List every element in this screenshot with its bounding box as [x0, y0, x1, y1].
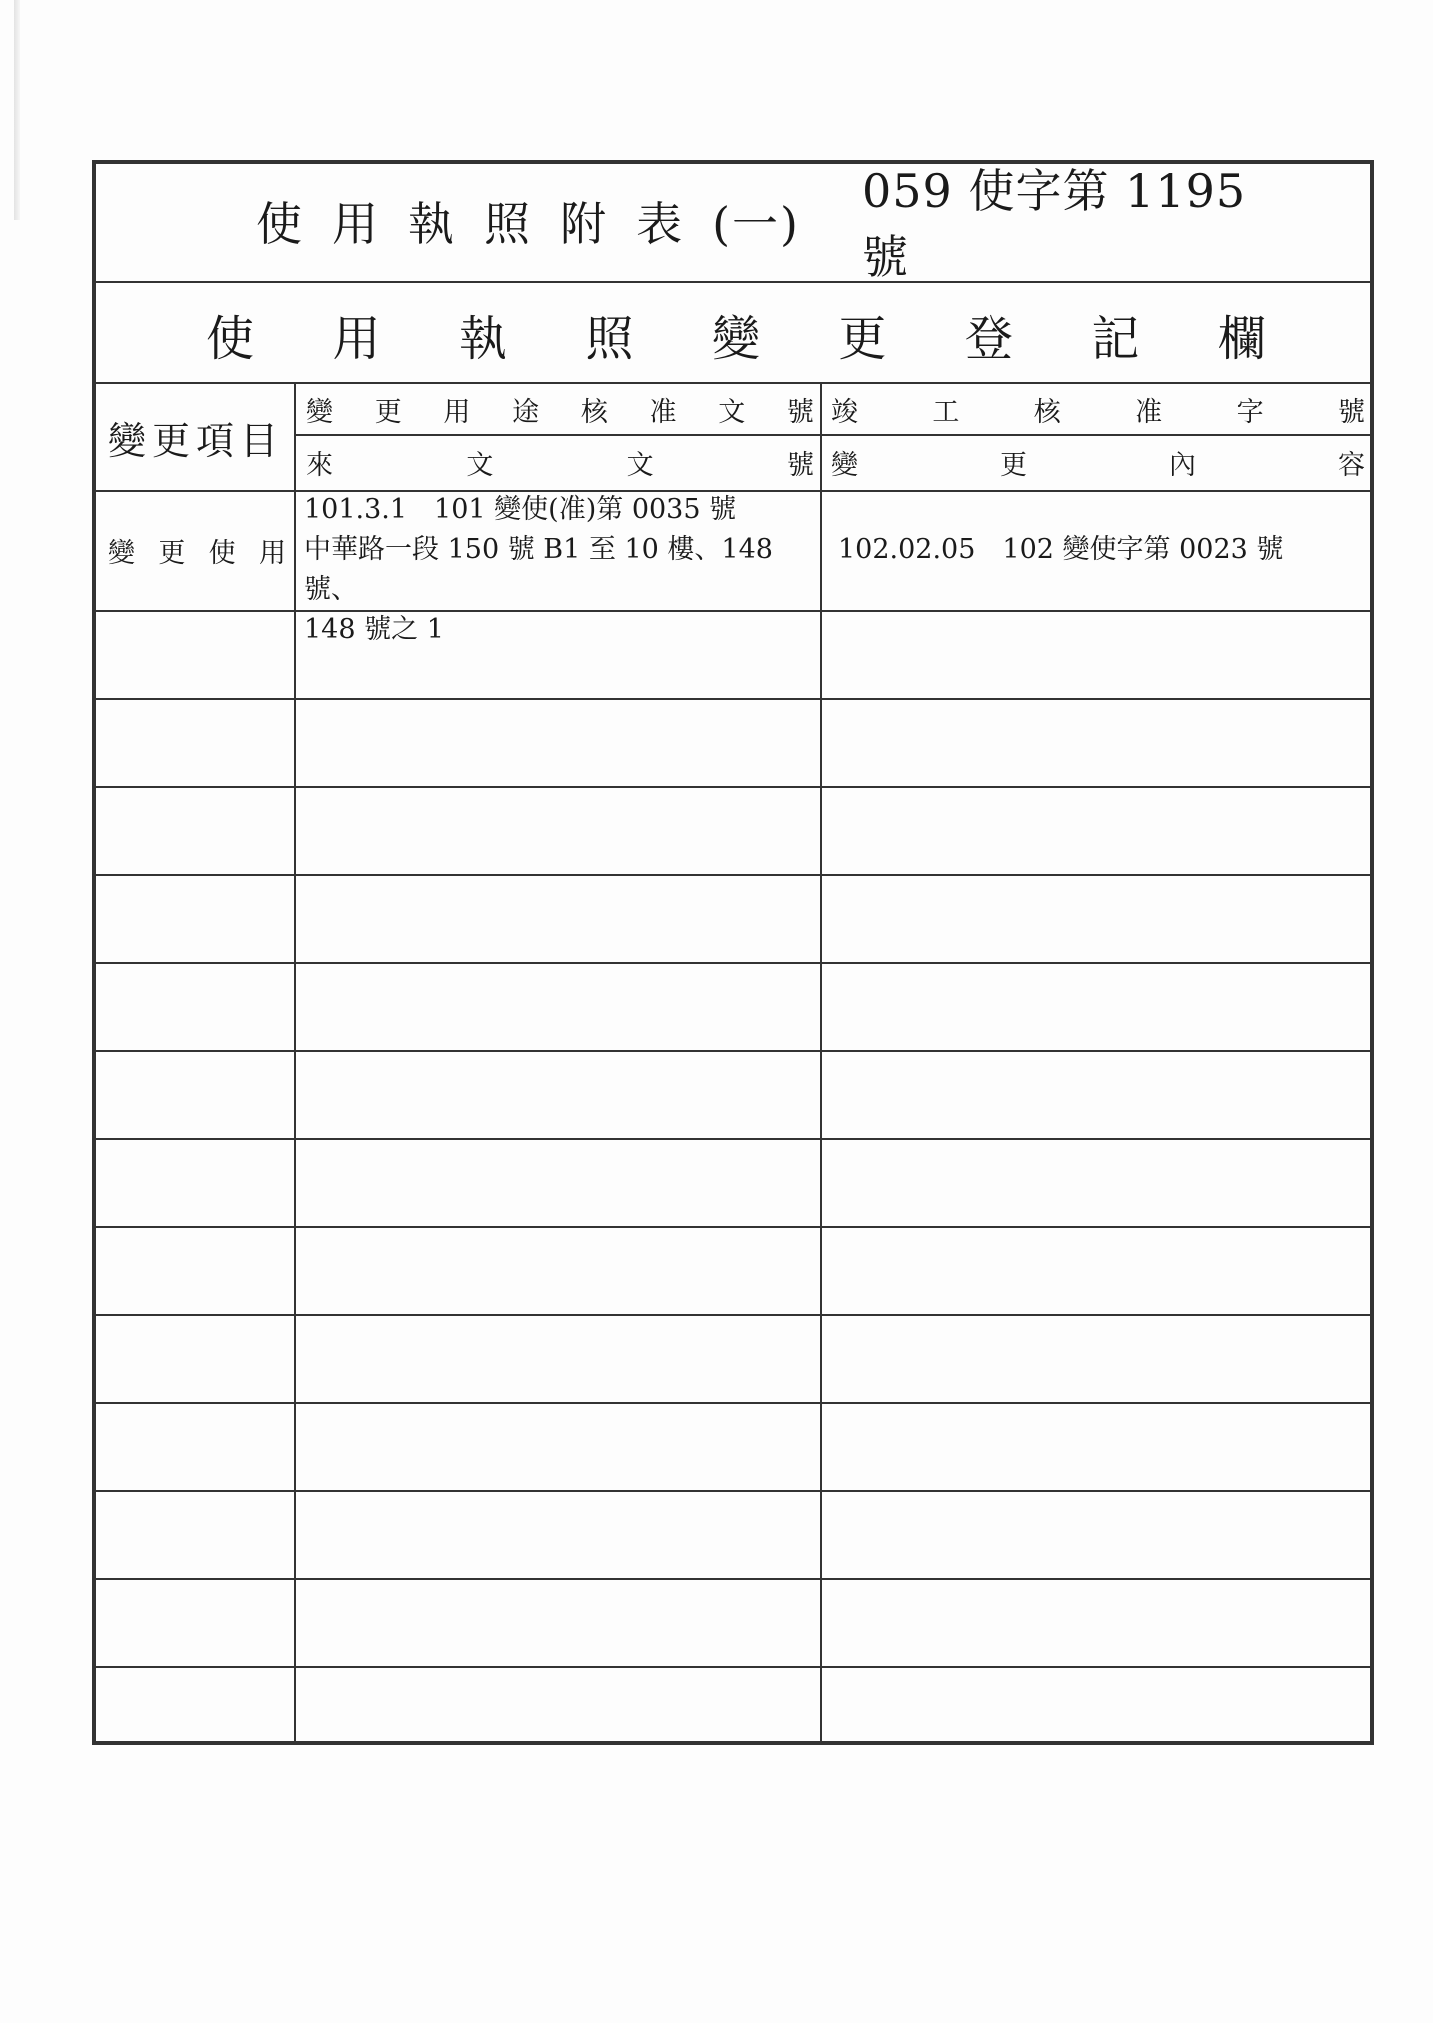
row1-change-content: 102.02.05 102 變使字第 0023 號 [838, 534, 1284, 565]
header-char: 用 [443, 396, 471, 428]
col-header-change-item [108, 384, 278, 490]
header-char: 容 [1338, 449, 1365, 481]
col-header-incoming-doc-no [306, 437, 814, 487]
row-line [96, 1490, 1374, 1492]
row-line [96, 1050, 1374, 1052]
row-line [96, 1666, 1374, 1668]
section-title-char: 更 [838, 310, 887, 367]
title-char: 用 [332, 197, 381, 251]
header-char: 變 [831, 449, 858, 481]
section-title [206, 286, 1266, 382]
header-char: 變 [306, 396, 333, 428]
item-char: 用 [258, 537, 286, 569]
form-title [256, 164, 1296, 284]
usage-permit-attachment-form [92, 160, 1374, 1745]
header-char: 項 [195, 418, 234, 463]
row1-left-line3: 148 號之 1 [304, 614, 444, 645]
header-char: 變 [108, 418, 147, 463]
divider-title [96, 281, 1374, 283]
section-title-char: 照 [585, 310, 634, 367]
row-line [96, 962, 1374, 964]
col-header-change-content [831, 437, 1365, 487]
row-line [96, 1578, 1374, 1580]
permit-number: 059 使字第 1195 號 [862, 164, 1247, 284]
row1-left-line2: 中華路一段 150 號 B1 至 10 樓、148 號、 [304, 534, 773, 605]
header-char: 更 [374, 396, 402, 428]
section-title-char: 執 [458, 310, 507, 367]
section-title-char: 欄 [1217, 310, 1266, 367]
row1-change-item [108, 492, 286, 608]
header-char: 核 [580, 396, 608, 428]
header-char: 竣 [831, 396, 858, 428]
row-line [96, 786, 1374, 788]
row1-incoming-doc [304, 490, 824, 650]
title-char: 照 [484, 197, 533, 251]
header-char: 目 [239, 418, 278, 463]
header-char: 文 [466, 449, 494, 481]
row-line [96, 610, 1374, 612]
header-char: 工 [932, 396, 960, 428]
row-line [96, 1402, 1374, 1404]
header-char: 准 [649, 396, 677, 428]
title-char: 執 [408, 197, 457, 251]
header-char: 字 [1236, 396, 1264, 428]
header-char: 核 [1033, 396, 1061, 428]
header-char: 來 [306, 449, 333, 481]
row-line [96, 698, 1374, 700]
header-char: 內 [1169, 449, 1196, 481]
title-char: 附 [560, 197, 609, 251]
row-line [96, 874, 1374, 876]
title-char: (一) [712, 197, 800, 251]
title-left [256, 188, 800, 254]
section-title-char: 用 [332, 310, 381, 367]
col-line-1 [294, 382, 296, 1745]
row-line [96, 1226, 1374, 1228]
header-char: 號 [1337, 396, 1365, 428]
col-header-completion-approval-no [831, 386, 1365, 432]
header-char: 文 [626, 449, 654, 481]
row1-left-line1: 101.3.1 101 變使(准)第 0035 號 [304, 494, 737, 525]
item-char: 更 [158, 537, 186, 569]
header-char: 准 [1135, 396, 1163, 428]
section-title-char: 登 [964, 310, 1013, 367]
header-char: 號 [786, 396, 814, 428]
title-char: 使 [256, 197, 304, 251]
header-char: 號 [786, 449, 814, 481]
divider-section [96, 382, 1374, 384]
item-char: 使 [208, 537, 236, 569]
scan-edge-shadow [14, 0, 20, 220]
row-line [96, 1314, 1374, 1316]
header-char: 更 [1000, 449, 1027, 481]
col-header-change-use-approval-no [306, 386, 814, 432]
title-char: 表 [636, 197, 685, 251]
header-char: 更 [151, 418, 190, 463]
row-line [96, 1138, 1374, 1140]
item-char: 變 [108, 537, 135, 569]
divider-header-mid [296, 434, 1374, 436]
section-title-char: 變 [711, 310, 760, 367]
col-line-2 [820, 382, 822, 1745]
section-title-char: 使 [206, 310, 255, 367]
header-char: 文 [718, 396, 746, 428]
section-title-char: 記 [1091, 310, 1140, 367]
header-char: 途 [512, 396, 540, 428]
